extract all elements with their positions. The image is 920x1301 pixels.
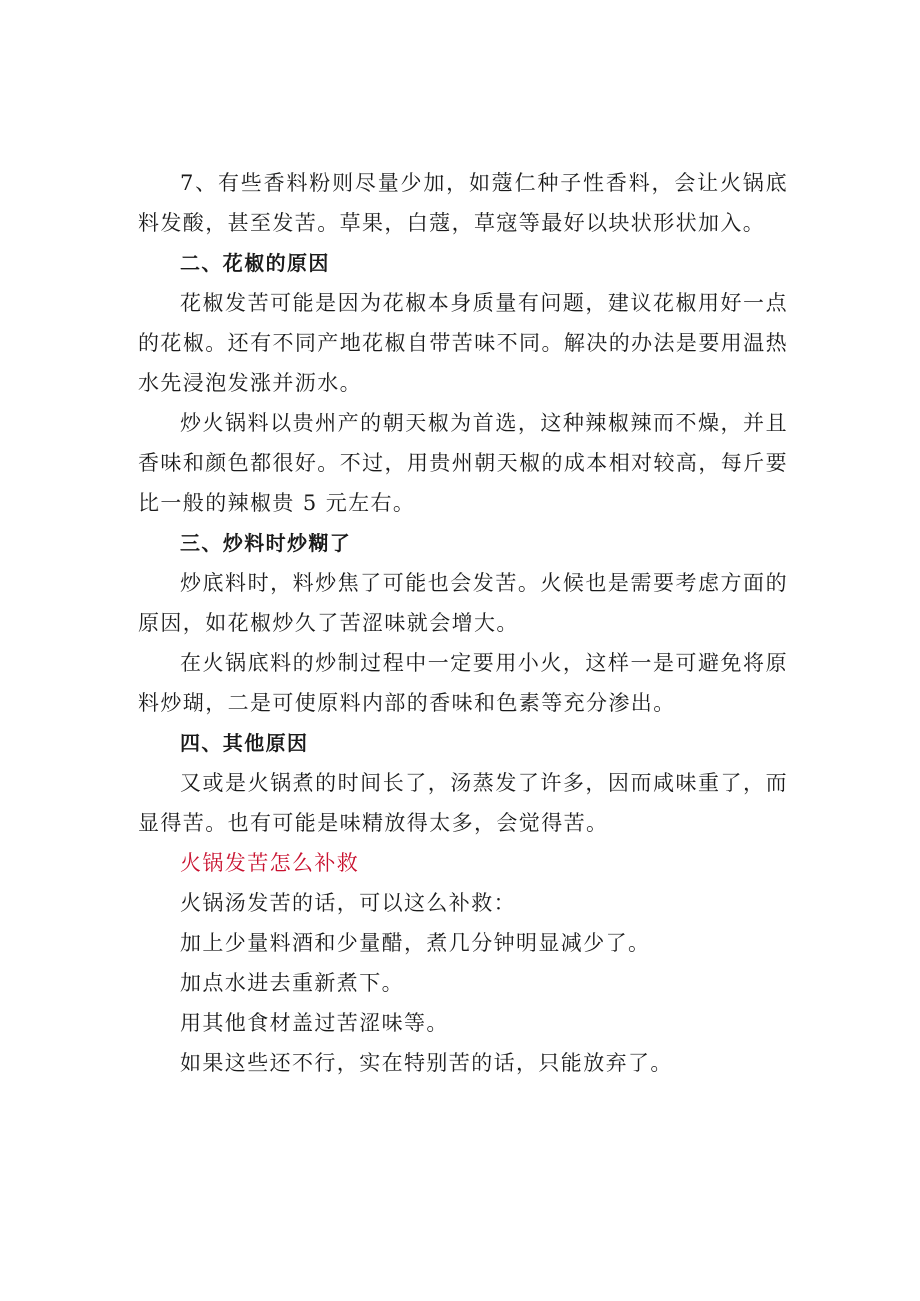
remedy-item-add-water: 加点水进去重新煮下。 [180, 971, 404, 995]
remedy-intro: 火锅汤发苦的话，可以这么补救： [180, 891, 516, 915]
section-heading-pepper: 二、花椒的原因 [180, 251, 330, 275]
remedy-item-wine-vinegar: 加上少量料酒和少量醋，煮几分钟明显减少了。 [180, 931, 651, 955]
remedy-heading: 火锅发苦怎么补救 [180, 851, 360, 875]
section-heading-burnt: 三、炒料时炒糊了 [180, 531, 352, 555]
paragraph-chili-choice: 炒火锅料以贵州产的朝天椒为首选，这种辣椒辣而不燥，并且香味和颜色都很好。不过，用贵州朝天椒的成本相对较高，每斤要比一般的辣椒贵 5 元左右。 [138, 411, 788, 515]
paragraph-pepper-quality: 花椒发苦可能是因为花椒本身质量有问题，建议花椒用好一点的花椒。还有不同产地花椒自带苦味不同。解决的办法是要用温热水先浸泡发涨并沥水。 [138, 291, 788, 395]
document-body [138, 163, 788, 1083]
section-heading-other: 四、其他原因 [180, 731, 309, 755]
paragraph-spice-powder: 7、有些香料粉则尽量少加，如蔻仁种子性香料，会让火锅底料发酸，甚至发苦。草果，白蔻，草寇等最好以块状形状加入。 [138, 171, 788, 235]
paragraph-other-causes: 又或是火锅煮的时间长了，汤蒸发了许多，因而咸味重了，而显得苦。也有可能是味精放得太多，会觉得苦。 [138, 771, 788, 835]
paragraph-burnt-cause: 炒底料时，料炒焦了可能也会发苦。火候也是需要考虑方面的原因，如花椒炒久了苦涩味就会增大。 [138, 571, 788, 635]
remedy-item-give-up: 如果这些还不行，实在特别苦的话，只能放弃了。 [180, 1051, 673, 1075]
remedy-item-other-ingredients: 用其他食材盖过苦涩味等。 [180, 1011, 449, 1035]
paragraph-low-heat: 在火锅底料的炒制过程中一定要用小火，这样一是可避免将原料炒瑚，二是可使原料内部的香味和色素等充分渗出。 [138, 651, 788, 715]
